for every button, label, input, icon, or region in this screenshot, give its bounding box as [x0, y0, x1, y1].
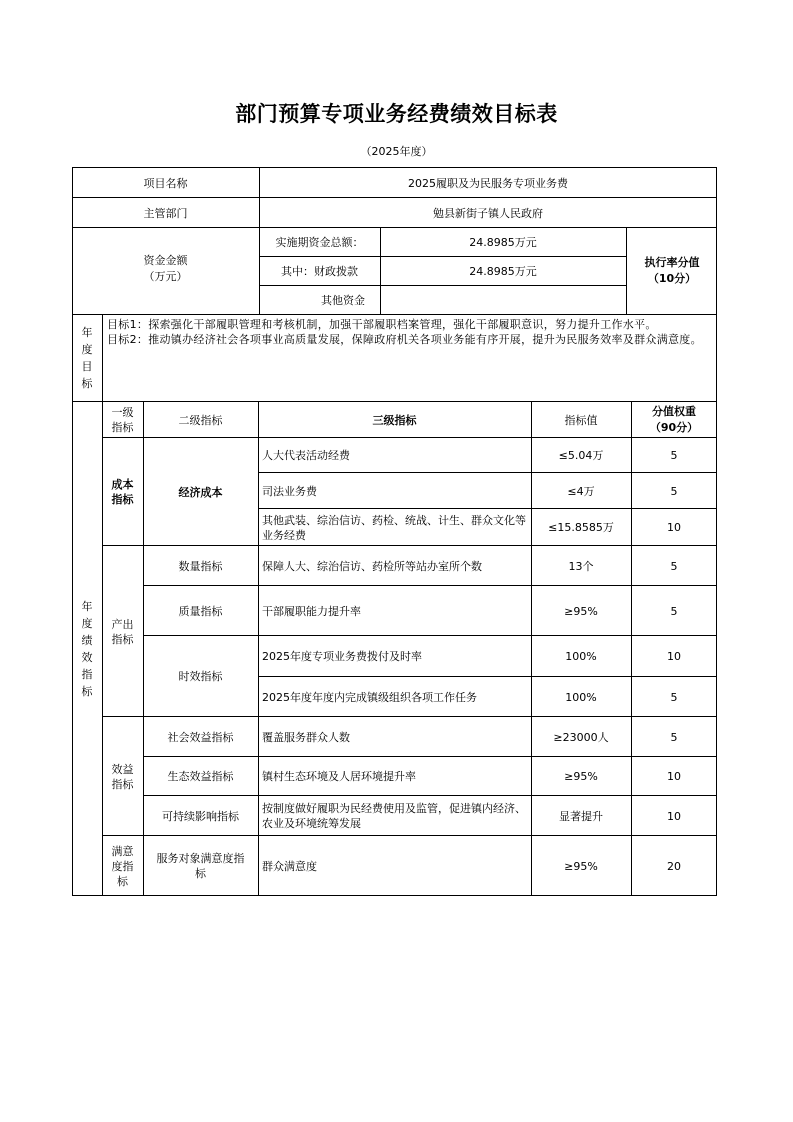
- funds-label: 资金金额: [143, 253, 188, 267]
- other-funds-label: 其他资金: [321, 294, 365, 307]
- exec-rate-label: 执行率分值: [644, 255, 700, 269]
- time-row-1-name: 2025年度专项业务费拨付及时率: [262, 650, 422, 663]
- cost-row-2-value: ≤4万: [567, 484, 595, 498]
- quality-name: 干部履职能力提升率: [262, 604, 361, 618]
- satisfaction-name: 群众满意度: [262, 859, 317, 873]
- time-row-1-value: 100%: [565, 650, 597, 663]
- social-name: 覆盖服务群众人数: [262, 730, 350, 744]
- cost-row-3-name: 其他武装、综治信访、药检、统战、计生、群众文化等业务经费: [262, 513, 526, 542]
- header-level1: 一级指标: [111, 406, 134, 434]
- cost-row-3-value: ≤15.8585万: [548, 521, 614, 534]
- cost-row-2-name: 司法业务费: [262, 484, 317, 498]
- year-label: （2025年度）: [360, 145, 433, 158]
- fiscal-funds-label: 其中：财政拨款: [281, 265, 358, 278]
- satisfaction-score: 20: [667, 859, 681, 873]
- fiscal-funds-value: 24.8985万元: [469, 265, 537, 278]
- social-label: 社会效益指标: [167, 730, 234, 744]
- annual-goals-label: 年度目标: [81, 326, 93, 390]
- cost-row-2-score: 5: [670, 484, 678, 498]
- quantity-score: 5: [670, 559, 678, 573]
- sustain-score: 10: [667, 809, 681, 823]
- cost-level1: 成本指标: [111, 478, 134, 506]
- sustain-name: 按制度做好履职为民经费使用及监管，促进镇内经济、农业及环境统筹发展: [262, 802, 526, 830]
- sustain-value: 显著提升: [559, 809, 603, 823]
- cost-row-1-score: 5: [670, 449, 678, 462]
- output-level1: 产出指标: [111, 617, 134, 646]
- time-row-2-name: 2025年度年度内完成镇级组织各项工作任务: [262, 690, 477, 704]
- quantity-value: 13个: [568, 559, 594, 573]
- goal-1: 目标1：探索强化干部履职管理和考核机制，加强干部履职档案管理，强化干部履职意识，努力提升工作水平。: [107, 318, 657, 331]
- header-level2: 二级指标: [178, 413, 223, 427]
- cost-row-3-score: 10: [667, 521, 681, 534]
- satisfaction-level1: 满意度指标: [111, 844, 134, 888]
- indicators-side-label: 年度绩效指标: [81, 600, 93, 698]
- quantity-name: 保障人大、综治信访、药检所等站办室所个数: [262, 559, 482, 573]
- project-name-label: 项目名称: [143, 176, 188, 190]
- social-value: ≥23000人: [553, 730, 609, 744]
- header-level3: 三级指标: [372, 413, 417, 427]
- page-title: 部门预算专项业务经费绩效目标表: [235, 102, 558, 126]
- cost-level2: 经济成本: [178, 485, 223, 499]
- eco-value: ≥95%: [564, 770, 598, 783]
- time-row-2-value: 100%: [565, 690, 597, 704]
- funds-unit-label: （万元）: [143, 269, 188, 283]
- satisfaction-level2: 服务对象满意度指标: [156, 852, 245, 880]
- time-row-2-score: 5: [670, 690, 678, 704]
- exec-rate-score: （10分）: [647, 271, 697, 285]
- satisfaction-value: ≥95%: [564, 859, 598, 873]
- header-weight-score: （90分）: [649, 421, 699, 434]
- benefit-level1: 效益指标: [111, 762, 134, 791]
- eco-label: 生态效益指标: [167, 770, 234, 783]
- cost-row-1-value: ≤5.04万: [558, 449, 604, 462]
- dept-label: 主管部门: [143, 206, 188, 220]
- goal-2: 目标2：推动镇办经济社会各项事业高质量发展，保障政府机关各项业务能有序开展，提升为民服务效率及群众满意度。: [107, 332, 702, 346]
- project-name-value: 2025履职及为民服务专项业务费: [408, 176, 568, 190]
- time-row-1-score: 10: [667, 650, 681, 663]
- annual-goals-text: [107, 318, 715, 347]
- cost-row-1-name: 人大代表活动经费: [262, 449, 350, 462]
- annual-goals-label-cell: [72, 315, 102, 401]
- header-weight: 分值权重: [652, 405, 696, 418]
- total-funds-label: 实施期资金总额：: [275, 236, 364, 249]
- quantity-label: 数量指标: [178, 559, 223, 573]
- header-value: 指标值: [564, 413, 598, 427]
- eco-score: 10: [667, 770, 681, 783]
- sustain-label: 可持续影响指标: [162, 809, 239, 823]
- quality-label: 质量指标: [178, 604, 223, 618]
- dept-value: 勉县新街子镇人民政府: [433, 206, 543, 220]
- total-funds-value: 24.8985万元: [469, 236, 537, 249]
- social-score: 5: [670, 730, 678, 744]
- indicators-side-cell: [72, 402, 102, 896]
- quality-value: ≥95%: [564, 604, 598, 618]
- eco-name: 镇村生态环境及人居环境提升率: [262, 770, 416, 783]
- time-label: 时效指标: [178, 670, 223, 683]
- quality-score: 5: [670, 604, 678, 618]
